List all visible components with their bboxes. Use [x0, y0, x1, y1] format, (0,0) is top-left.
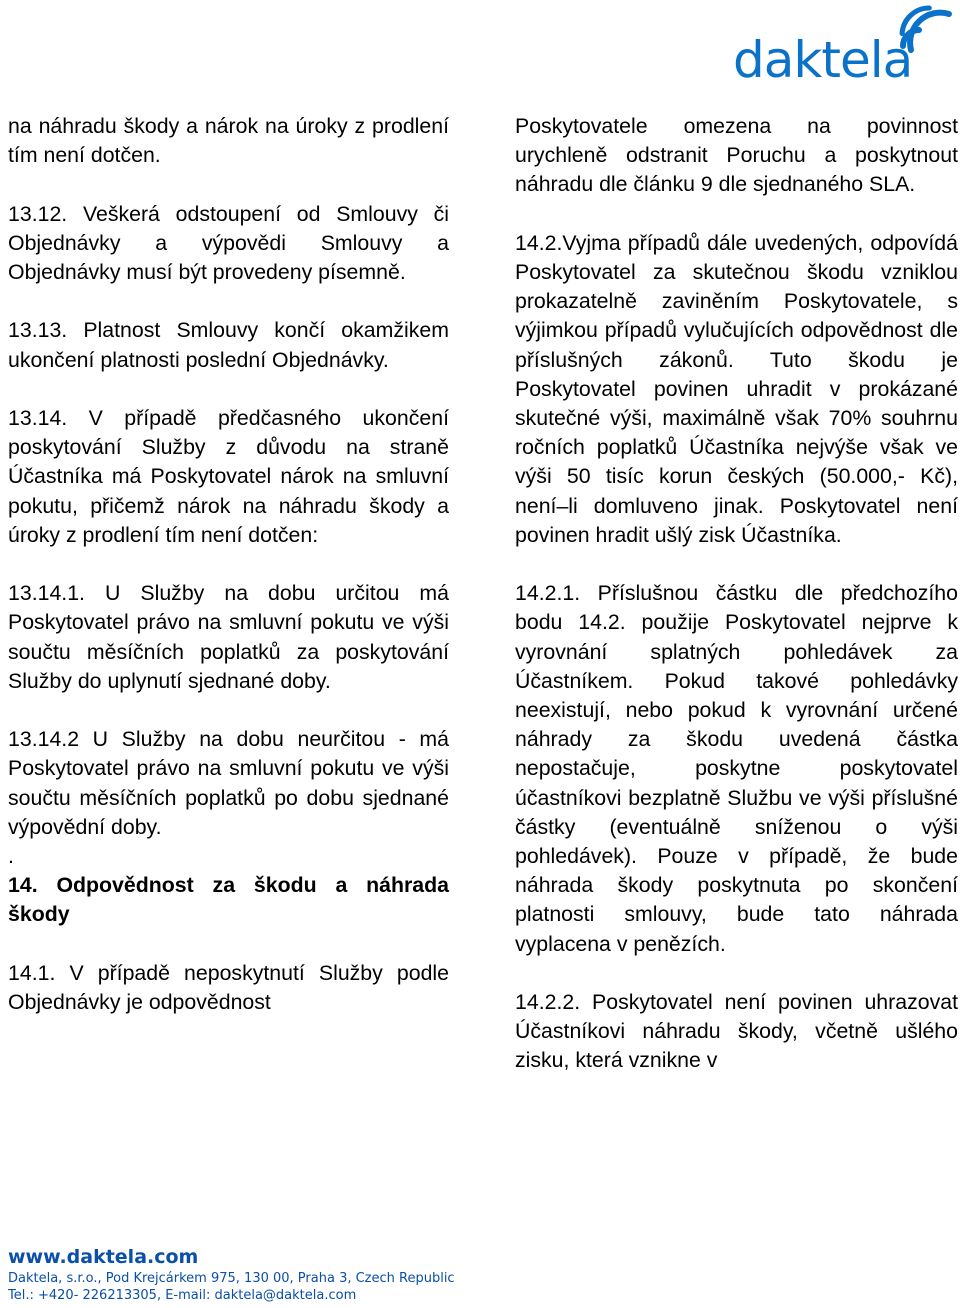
paragraph-13-11-end: na náhradu škody a nárok na úroky z prodlení tím není dotčen.: [8, 114, 449, 168]
paragraph-13-13: 13.13. Platnost Smlouvy končí okamžikem ukončení platnosti poslední Objednávky.: [8, 318, 449, 372]
paragraph-14-2: 14.2.Vyjma případů dále uvedených, odpovídá Poskytovatel za skutečnou škodu vzniklou prokazatelně zaviněním Poskytovatele, s výjimkou případů vylučujících odpovědnost dle příslušných zákonů. Tuto škodu je Poskytovatel povinen uhradit v prokázané skutečné výši, maximálně však 70% souhrnu ročních poplatků Účastníka nejvýše však ve výši 50 tisíc korun českých (50.000,- Kč), není–li domluveno jinak. Poskytovatel není povinen hradit ušlý zisk Účastníka.: [515, 230, 958, 547]
footer-url[interactable]: www.daktela.com: [8, 1246, 199, 1268]
signal-icon: [897, 0, 955, 58]
paragraph-13-14-2: 13.14.2 U Služby na dobu neurčitou - má Poskytovatel právo na smluvní pokutu ve výši součtu měsíčních poplatků po dobu sjednané výpovědní doby.: [8, 727, 449, 839]
paragraph-14-2-1: 14.2.1. Příslušnou částku dle předchozího bodu 14.2. použije Poskytovatel nejprve k vyrovnání splatných pohledávek za Účastníkem. Pokud takové pohledávky neexistují, nebo pokud k vyrovnání určené náhrady za škodu uvedená částka nepostačuje, poskytne poskytovatel účastníkovi bezplatně Službu ve výši příslušné částky (eventuálně sníženou o výši pohledávek). Pouze v případě, že bude náhrada škody poskytnuta po skončení platnosti smlouvy, bude tato náhrada vyplacena v penězích.: [515, 581, 958, 956]
paragraph-14-1-cont: Poskytovatele omezena na povinnost urychleně odstranit Poruchu a poskytnout náhradu dle článku 9 dle sjednaného SLA.: [515, 114, 958, 197]
paragraph-14-1: 14.1. V případě neposkytnutí Služby podle Objednávky je odpovědnost: [8, 960, 449, 1014]
footer-contact: Tel.: +420- 226213305, E-mail: daktela@daktela.com: [8, 1288, 357, 1303]
daktela-logo: [733, 0, 960, 92]
page-footer: [8, 1244, 608, 1304]
stray-period: .: [8, 844, 14, 868]
footer-address: Daktela, s.r.o., Pod Krejcárkem 975, 130 00, Praha 3, Czech Republic: [8, 1271, 455, 1286]
left-column: [8, 112, 449, 1046]
section-heading-14: 14. Odpovědnost za škodu a náhrada škody: [8, 873, 449, 927]
paragraph-13-14-1: 13.14.1. U Služby na dobu určitou má Poskytovatel právo na smluvní pokutu ve výši součtu měsíčních poplatků za poskytování Služby do uplynutí sjednané doby.: [8, 581, 449, 693]
paragraph-13-12: 13.12. Veškerá odstoupení od Smlouvy či Objednávky a výpovědi Smlouvy a Objednávky musí být provedeny písemně.: [8, 201, 449, 284]
right-column: [515, 112, 958, 1105]
paragraph-13-14: 13.14. V případě předčasného ukončení poskytování Služby z důvodu na straně Účastníka má Poskytovatel nárok na smluvní pokutu, přičemž nárok na náhradu škody a úroky z prodlení tím není dotčen:: [8, 405, 449, 547]
logo-wordmark: daktela: [733, 31, 913, 89]
paragraph-14-2-2: 14.2.2. Poskytovatel není povinen uhrazovat Účastníkovi náhradu škody, včetně ušlého zisku, která vznikne v: [515, 990, 958, 1073]
